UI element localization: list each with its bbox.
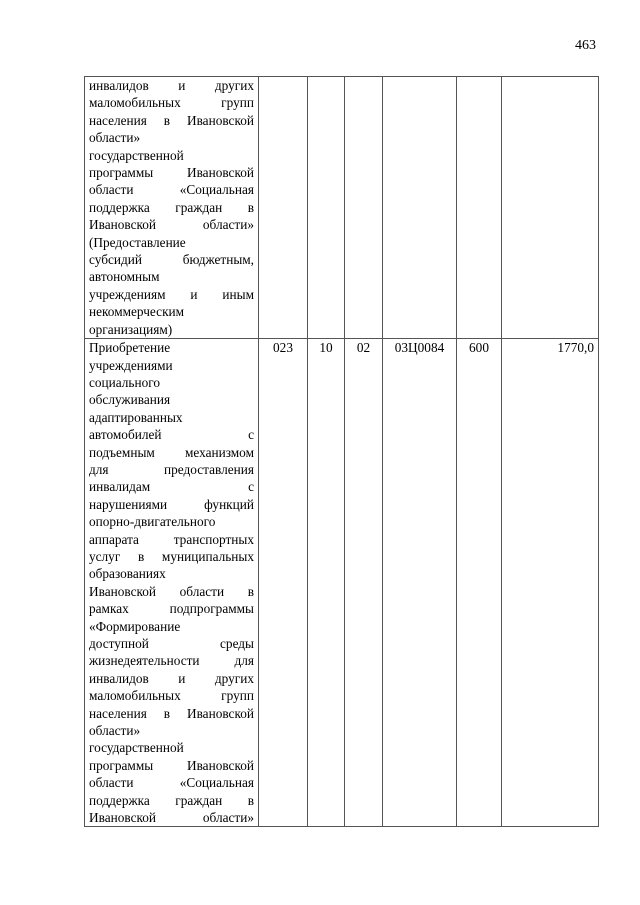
subsection-cell: 02 bbox=[345, 339, 383, 827]
ministry-code-cell: 023 bbox=[259, 339, 308, 827]
description-line: некоммерческим bbox=[89, 304, 185, 320]
description-line: автомобилей с bbox=[89, 427, 254, 443]
description-line: учреждениям и иным bbox=[89, 286, 254, 302]
target-article-cell bbox=[383, 77, 457, 339]
description-line: автономным bbox=[89, 269, 160, 285]
description-line: области» bbox=[89, 723, 141, 739]
description-line: инвалидам с bbox=[89, 479, 254, 495]
description-line: доступной среды bbox=[89, 636, 254, 651]
page-number: 463 bbox=[575, 38, 596, 53]
description-line: Ивановской области в bbox=[89, 583, 254, 599]
description-line: программы Ивановской bbox=[89, 165, 254, 181]
description-line: Ивановской области» bbox=[89, 217, 254, 233]
target-article-cell: 03Ц0084 bbox=[383, 339, 457, 827]
description-line: услуг в муниципальных bbox=[89, 548, 254, 564]
description-line: Ивановской области» bbox=[89, 810, 254, 826]
row-description-lines bbox=[89, 339, 254, 826]
description-line: поддержка граждан в bbox=[89, 199, 254, 215]
expense-type-cell bbox=[457, 77, 502, 339]
description-line: области «Социальная bbox=[89, 182, 254, 198]
description-line: жизнедеятельности для bbox=[89, 653, 254, 669]
row-description bbox=[85, 77, 259, 339]
description-line: учреждениями bbox=[89, 357, 173, 373]
description-line: для предоставления bbox=[89, 461, 254, 477]
description-line: аппарата транспортных bbox=[89, 531, 254, 547]
description-line: «Формирование bbox=[89, 618, 181, 634]
description-line: Приобретение bbox=[89, 340, 171, 356]
description-line: программы Ивановской bbox=[89, 757, 254, 773]
section-cell bbox=[308, 77, 345, 339]
description-line: опорно-двигательного bbox=[89, 514, 216, 530]
table-row bbox=[85, 339, 599, 827]
description-line: субсидий бюджетным, bbox=[89, 252, 254, 268]
description-line: области» bbox=[89, 130, 141, 146]
description-line: организациям) bbox=[89, 321, 173, 337]
description-line: образованиях bbox=[89, 566, 166, 582]
amount-cell: 1770,0 bbox=[502, 339, 599, 827]
description-line: маломобильных групп bbox=[89, 95, 254, 111]
section-cell: 10 bbox=[308, 339, 345, 827]
amount-cell bbox=[502, 77, 599, 339]
description-line: области «Социальная bbox=[89, 775, 254, 791]
row-description bbox=[85, 339, 259, 827]
description-line: социального bbox=[89, 374, 161, 390]
description-line: государственной bbox=[89, 147, 184, 163]
description-line: (Предоставление bbox=[89, 234, 186, 250]
description-line: населения в Ивановской bbox=[89, 112, 254, 128]
description-line: поддержка граждан в bbox=[89, 792, 254, 808]
row-description-lines bbox=[89, 77, 254, 338]
description-line: инвалидов и других bbox=[89, 670, 254, 686]
description-line: нарушениями функций bbox=[89, 496, 254, 512]
description-line: населения в Ивановской bbox=[89, 705, 254, 721]
subsection-cell bbox=[345, 77, 383, 339]
description-line: государственной bbox=[89, 740, 184, 756]
description-line: инвалидов и других bbox=[89, 78, 254, 93]
table-row bbox=[85, 77, 599, 339]
description-line: адаптированных bbox=[89, 409, 183, 425]
expense-type-cell: 600 bbox=[457, 339, 502, 827]
description-line: обслуживания bbox=[89, 392, 171, 408]
ministry-code-cell bbox=[259, 77, 308, 339]
budget-table bbox=[84, 76, 599, 827]
description-line: рамках подпрограммы bbox=[89, 601, 254, 617]
description-line: маломобильных групп bbox=[89, 688, 254, 704]
description-line: подъемным механизмом bbox=[89, 444, 254, 460]
